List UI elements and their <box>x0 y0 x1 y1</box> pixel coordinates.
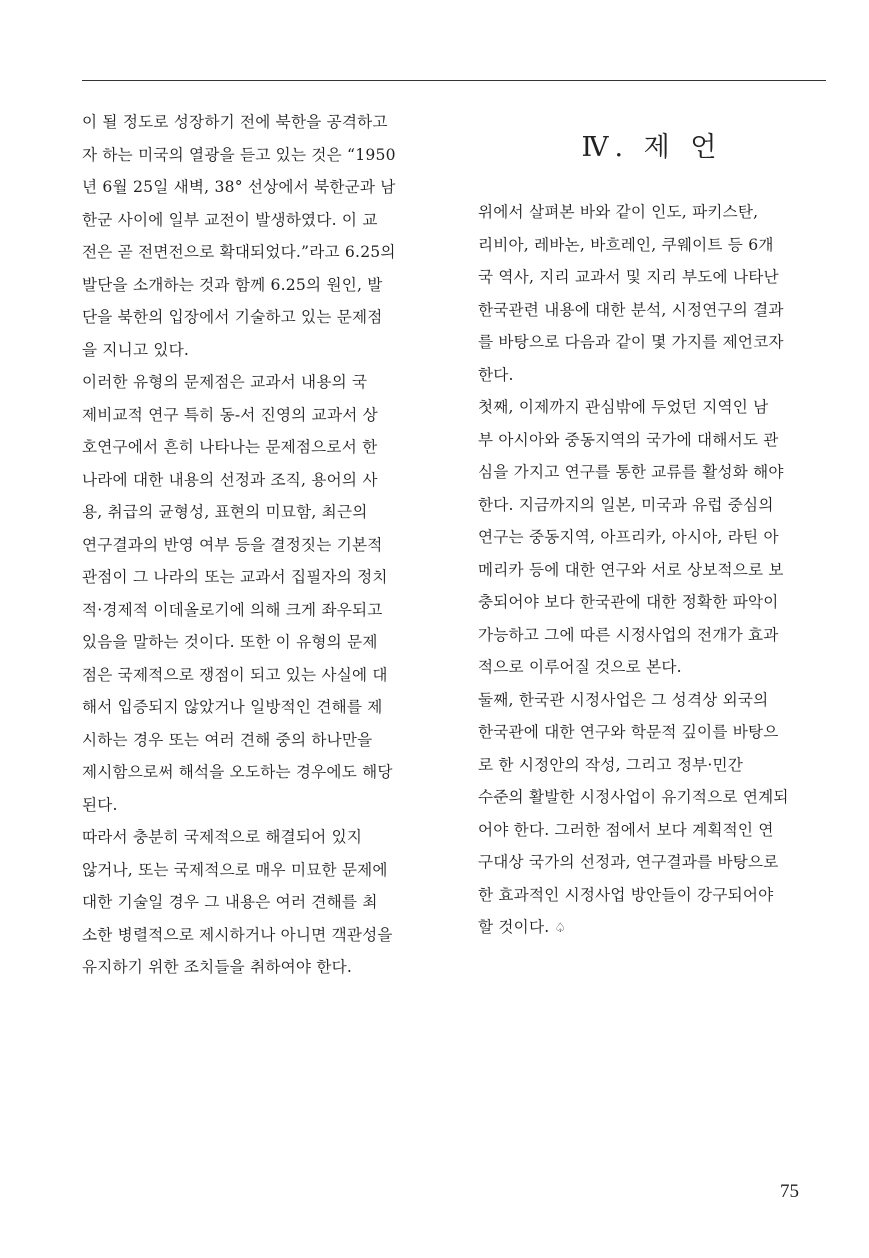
right-paragraph-1: 위에서 살펴본 바와 같이 인도, 파키스탄, 리비아, 레바논, 바흐레인, 쿠웨이트 등 6개 국 역사, 지리 교과서 및 지리 부도에 나타난 한국관련 내용에 대한 분석, 시정연구의 결과 를 바탕으로 다음과 같이 몇 가지를 제언코자 한다. <box>478 203 784 384</box>
right-paragraph-3 <box>478 684 826 946</box>
end-mark-icon: ♤ <box>554 921 567 936</box>
left-paragraph-2: 이러한 유형의 문제점은 교과서 내용의 국 제비교적 연구 특히 동-서 진영의 교과서 상 호연구에서 흔히 나타나는 문제점으로서 한 나라에 대한 내용의 선정과 조직, 용어의 사 용, 취급의 균형성, 표현의 미묘함, 최근의 연구결과의 반영 여부 등을 결정짓는 기본적 관점이 그 나라의 또는 교과서 집필자의 정치 적·경제적 이데올로기에 의해 크게 좌우되고 있음을 말하는 것이다. 또한 이 유형의 문제 점은 국제적으로 쟁점이 되고 있는 사실에 대 해서 입증되지 않았거나 일방적인 견해를 제 시하는 경우 또는 여러 견해 중의 하나만을 제시함으로써 해석을 오도하는 경우에도 해당 된다. <box>82 373 393 814</box>
right-paragraph-2: 첫째, 이제까지 관심밖에 두었던 지역인 남 부 아시아와 중동지역의 국가에 대해서도 관 심을 가지고 연구를 통한 교류를 활성화 해야 한다. 지금까지의 일본, 미국과 유럽 중심의 연구는 중동지역, 아프리카, 아시아, 라틴 아 메리카 등에 대한 연구와 서로 상보적으로 보 충되어야 보다 한국관에 대한 정확한 파악이 가능하고 그에 따른 시정사업의 전개가 효과 적으로 이루어질 것으로 본다. <box>478 398 784 676</box>
left-column <box>82 106 430 984</box>
page-number: 75 <box>780 1181 799 1202</box>
header-rule <box>82 80 826 81</box>
left-paragraph-3: 따라서 충분히 국제적으로 해결되어 있지 않거나, 또는 국제적으로 매우 미묘한 문제에 대한 기술일 경우 그 내용은 여러 견해를 최 소한 병렬적으로 제시하거나 아니면 객관성을 유지하기 위한 조치들을 취하여야 한다. <box>82 828 393 976</box>
right-paragraph-3-text: 둘째, 한국관 시정사업은 그 성격상 외국의 한국관에 대한 연구와 학문적 깊이를 바탕으 로 한 시정안의 작성, 그리고 정부·민간 수준의 활발한 시정사업이 유기적으로 연계되 어야 한다. 그러한 점에서 보다 계획적인 연 구대상 국가의 선정과, 연구결과를 바탕으로 한 효과적인 시정사업 방안들이 강구되어야 할 것이다. <box>478 690 789 936</box>
section-title: Ⅳ. 제 언 <box>581 132 723 163</box>
right-column <box>478 196 826 946</box>
left-paragraph-1: 이 될 정도로 성장하기 전에 북한을 공격하고 자 하는 미국의 열광을 듣고 있는 것은 “1950 년 6월 25일 새벽, 38° 선상에서 북한군과 남 한군 사이에 일부 교전이 발생하였다. 이 교 전은 곧 전면전으로 확대되었다.”라고 6.25의 발단을 소개하는 것과 함께 6.25의 원인, 발 단을 북한의 입장에서 기술하고 있는 문제점 을 지니고 있다. <box>82 113 396 359</box>
